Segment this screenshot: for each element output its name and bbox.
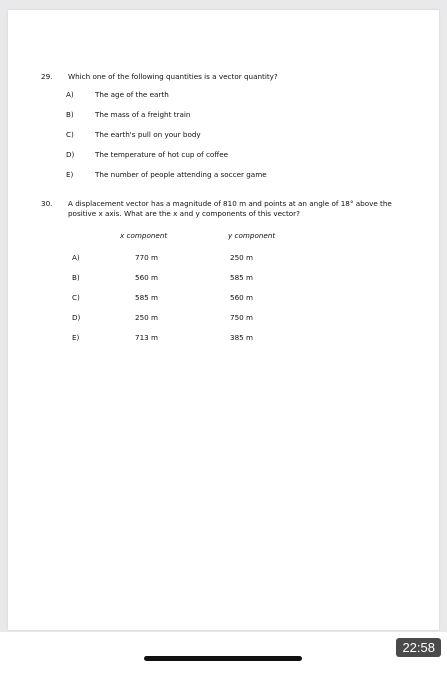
home-indicator[interactable] (144, 656, 302, 661)
option-text: The number of people attending a soccer game (95, 170, 267, 179)
y-value: 250 m (230, 253, 254, 262)
row-letter: B) (72, 273, 80, 282)
y-value: 560 m (230, 293, 254, 302)
option-letter: D) (66, 150, 75, 159)
question-number: 29. (41, 72, 53, 81)
option-letter: A) (66, 90, 74, 99)
option-text: The age of the earth (95, 90, 169, 99)
y-value: 750 m (230, 313, 254, 322)
y-value: 585 m (230, 273, 254, 282)
time-badge: 22:58 (396, 638, 441, 657)
question-number: 30. (41, 199, 53, 208)
y-value: 385 m (230, 333, 254, 342)
document-page (8, 10, 439, 630)
bottom-bar (0, 632, 447, 700)
question-text: A displacement vector has a magnitude of 810 m and points at an angle of 18° above the positive x axis. What are the x and y components of this vector? (68, 199, 392, 218)
option-text: The earth's pull on your body (95, 130, 201, 139)
question-text: Which one of the following quantities is a vector quantity? (68, 72, 278, 81)
row-letter: D) (72, 313, 81, 322)
row-letter: A) (72, 253, 80, 262)
option-letter: E) (66, 170, 74, 179)
x-value: 560 m (135, 273, 159, 282)
y-component-header: y component (228, 231, 276, 240)
x-value: 713 m (135, 333, 159, 342)
option-letter: C) (66, 130, 74, 139)
option-letter: B) (66, 110, 74, 119)
option-text: The temperature of hot cup of coffee (95, 150, 229, 159)
x-value: 250 m (135, 313, 159, 322)
x-value: 585 m (135, 293, 159, 302)
row-letter: E) (72, 333, 80, 342)
x-component-header: x component (120, 231, 168, 240)
x-value: 770 m (135, 253, 159, 262)
option-text: The mass of a freight train (95, 110, 191, 119)
row-letter: C) (72, 293, 80, 302)
